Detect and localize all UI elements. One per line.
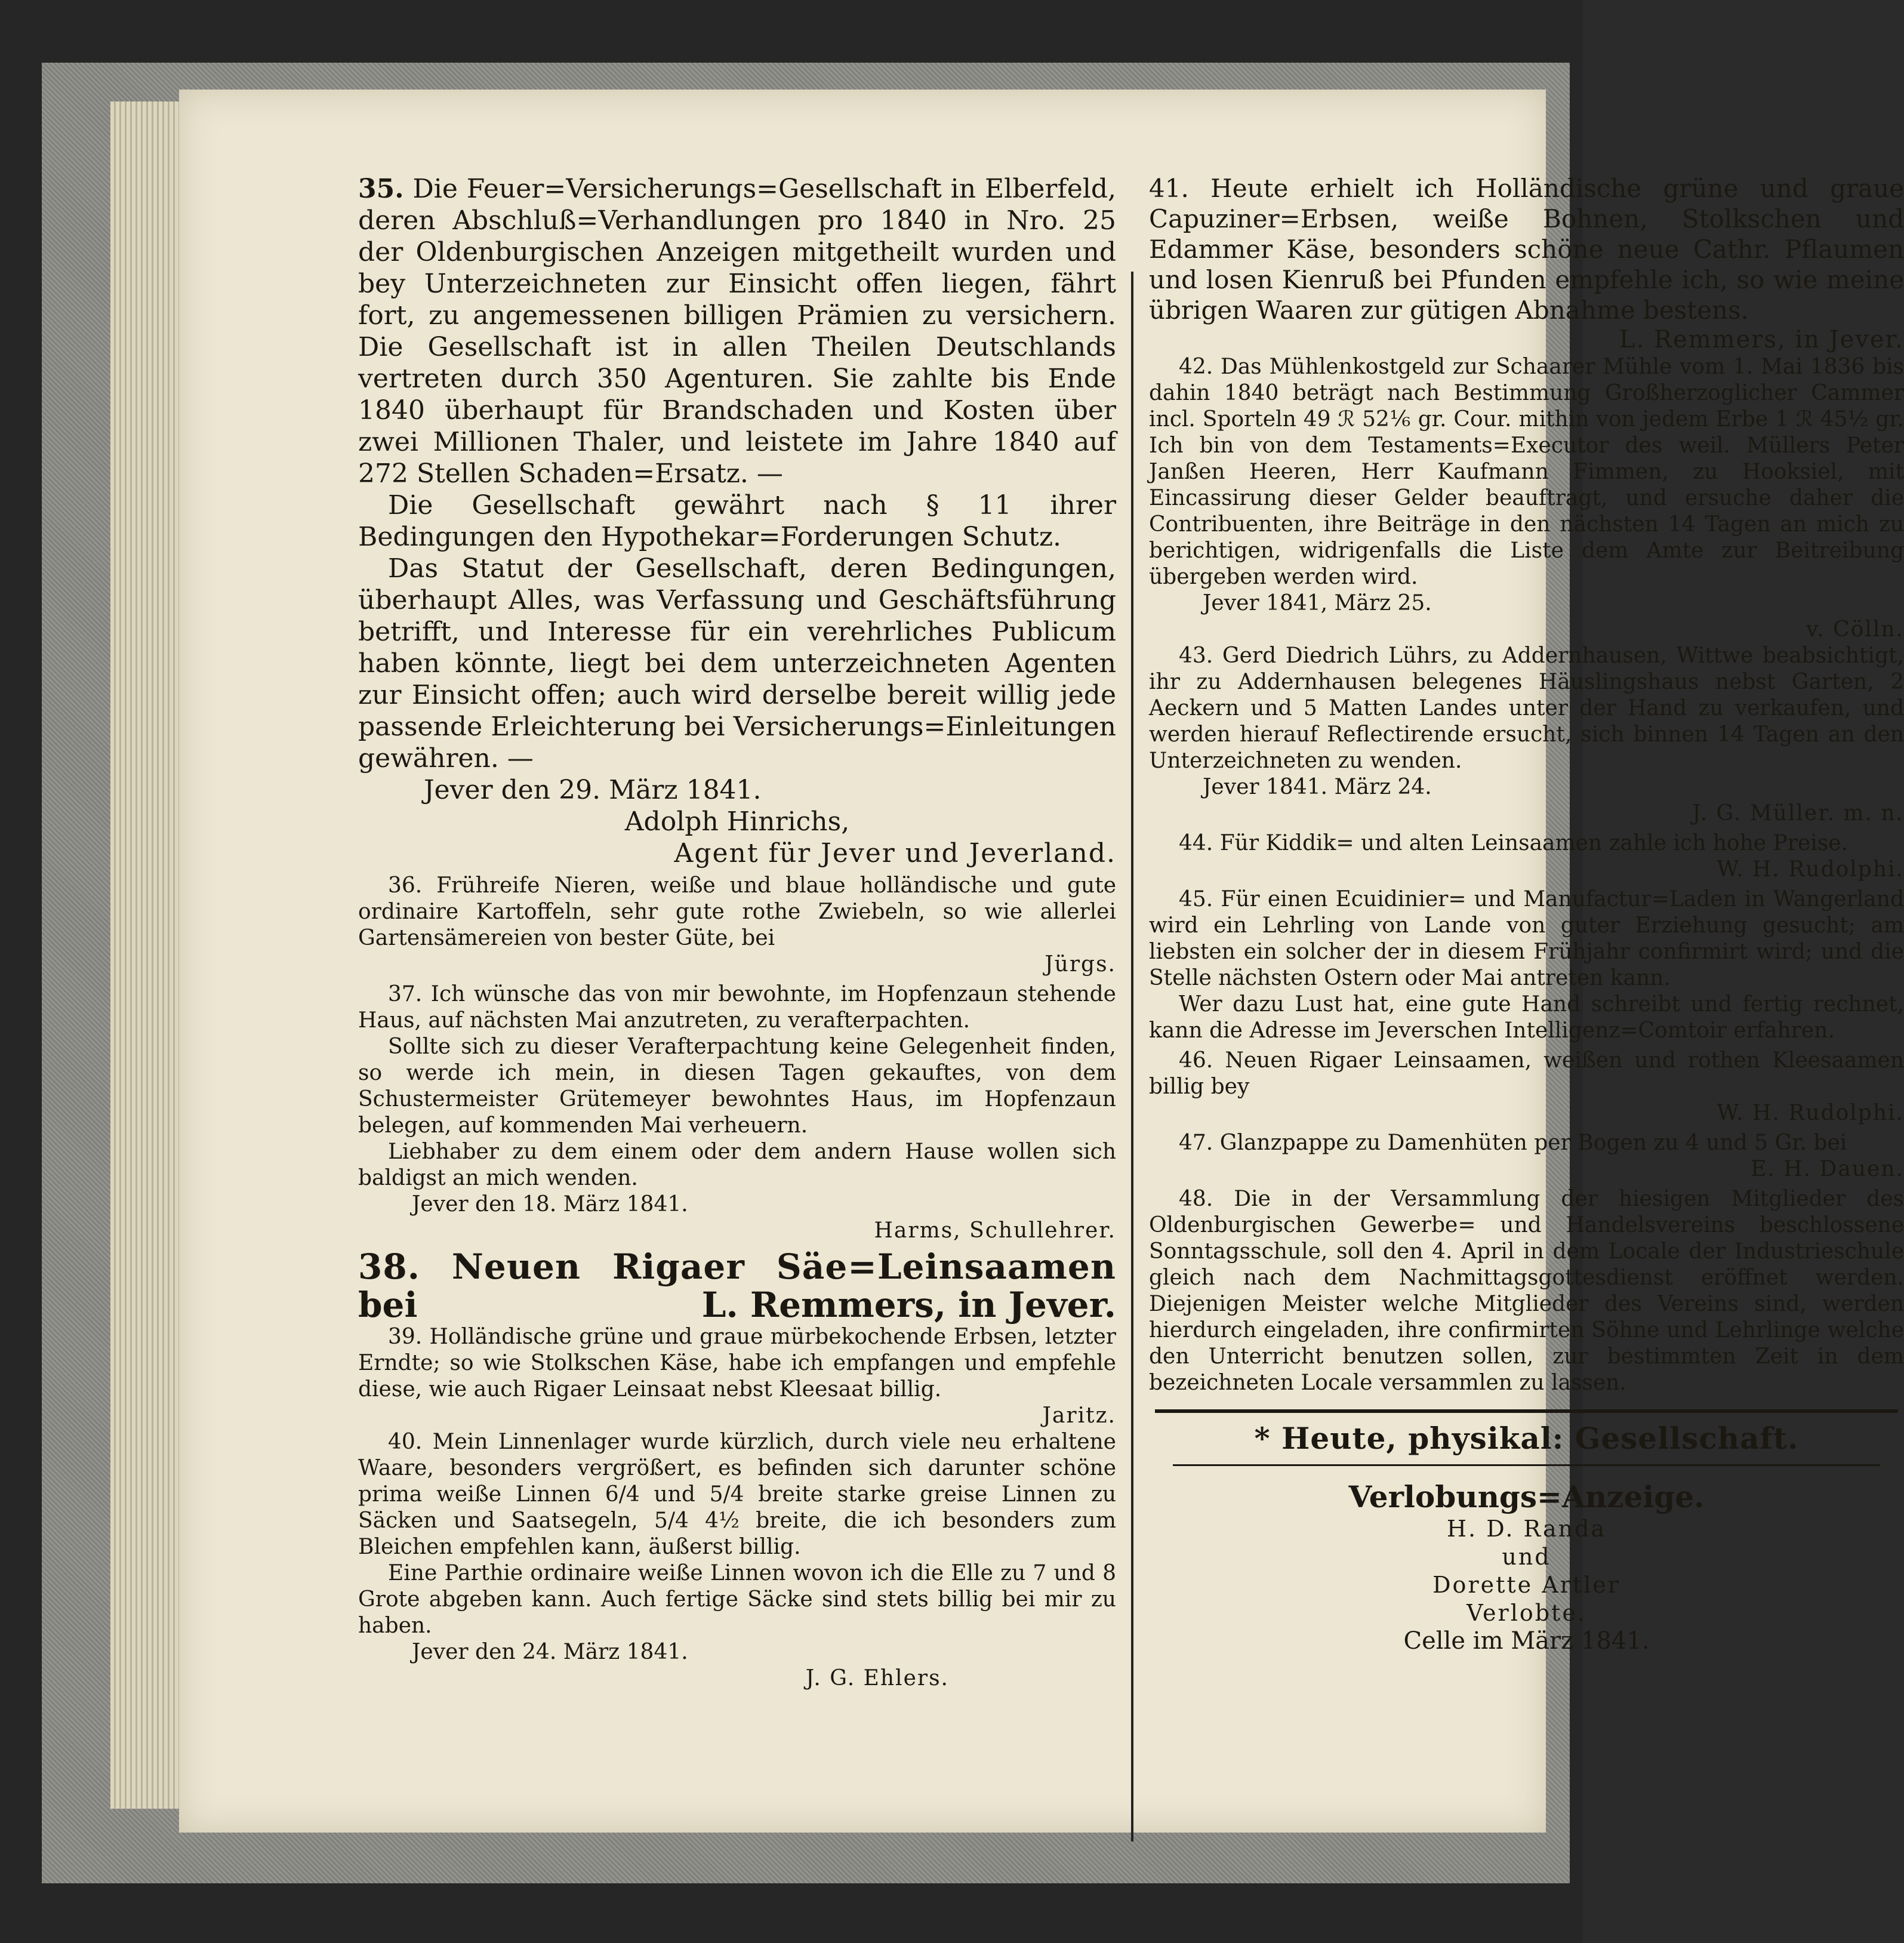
notice-48-text: 48. Die in der Versammlung der hiesigen Mitglieder des Oldenburgischen Gewerbe= und Handelsvereins beschlossene Sonntagsschule, soll den 4. April in dem Locale der Industrieschule gleich nach dem Nachmittagsgottesdienst eröffnet werden. Diejenigen Meister welche Mitglieder des Vereins sind, werden hierdurch eingeladen, ihre confirmirten Söhne und Lehrlinge welche den Unterricht benutzen sollen, zur bestimmten Zeit in dem bezeichneten Locale versammlen zu lassen.	[1149, 1187, 1904, 1395]
notice-35-date: Jever den 29. März 1841.	[424, 775, 762, 805]
notice-43-date: Jever 1841. März 24.	[1203, 775, 1432, 799]
divider-thin	[1173, 1464, 1880, 1466]
notice-41	[1149, 173, 1904, 354]
notice-40-text: 40. Mein Linnenlager wurde kürzlich, durch viele neu erhaltene Waare, besonders vergrößert, es befinden sich darunter schöne prima weiße Linnen 6/4 und 5/4 breite starke greise Linnen zu Säcken und Saatsegeln, 5/4 4½ breite, die ich besonders zum Bleichen empfehlen kann, äußerst billig.	[358, 1430, 1116, 1559]
notice-42-signature: v. Cölln.	[1806, 617, 1904, 642]
notice-39-text: 39. Holländische grüne und graue mürbekochende Erbsen, letzter Erndte; so wie Stolkschen Käse, habe ich empfangen und empfehle diese, wie auch Rigaer Leinsaat nebst Kleesaat billig.	[358, 1325, 1116, 1402]
notice-40-date: Jever den 24. März 1841.	[412, 1640, 688, 1664]
notice-47-signature: E. H. Dauen.	[1751, 1157, 1904, 1181]
notice-47	[1149, 1130, 1904, 1183]
notice-44-signature: W. H. Rudolphi.	[1717, 857, 1904, 882]
notice-44-text: 44. Für Kiddik= und alten Leinsaamen zahle ich hohe Preise.	[1179, 831, 1848, 855]
notice-42-date: Jever 1841, März 25.	[1203, 591, 1432, 615]
notice-35-signature: Adolph Hinrichs,	[624, 806, 850, 837]
notice-41-text: 41. Heute erhielt ich Holländische grüne und graue Capuziner=Erbsen, weiße Bohnen, Stolkschen und Edammer Käse, besonders schöne neue Cathr. Pflaumen und losen Kienruß bei Pfunden empfehle ich, so wie meine übrigen Waaren zur gütigen Abnahme bestens.	[1149, 174, 1904, 325]
notice-46-signature: W. H. Rudolphi.	[1717, 1101, 1904, 1125]
engagement-title: Verlobungs=Anzeige.	[1348, 1479, 1705, 1514]
notice-39-signature: Jaritz.	[1042, 1403, 1116, 1428]
notice-37	[358, 981, 1116, 1244]
left-column	[358, 173, 1116, 1692]
engagement-and: und	[1502, 1544, 1551, 1570]
notice-35-body: Die Feuer=Versicherungs=Gesellschaft in Elberfeld, deren Abschluß=Verhandlungen pro 1840 in Nro. 25 der Oldenburgischen Anzeigen mitgetheilt wurden und bey Unterzeichneten zur Einsicht offen liegen, fährt fort, zu angemessenen billigen Prämien zu versichern. Die Gesellschaft ist in allen Theilen Deutschlands vertreten durch 350 Agenturen. Sie zahlte bis Ende 1840 überhaupt für Brandschaden und Kosten über zwei Millionen Thaler, und leistete im Jahre 1840 auf 272 Stellen Schaden=Ersatz. —	[358, 174, 1116, 489]
notice-37-signature: Harms, Schullehrer.	[874, 1218, 1116, 1243]
notice-42-text: 42. Das Mühlenkostgeld zur Schaarer Mühle vom 1. Mai 1836 bis dahin 1840 beträgt nach Bestimmung Großherzoglicher Cammer incl. Sporteln 49 ℛ 52⅙ gr. Cour. mithin von jedem Erbe 1 ℛ 45½ gr. Ich bin von dem Testaments=Executor des weil. Müllers Peter Janßen Heeren, Herr Kaufmann Fimmen, zu Hooksiel, mit Eincassirung dieser Gelder beauftragt, und ersuche daher die Contribuenten, ihre Beiträge in den nächsten 14 Tagen an mich zu berichtigen, widrigenfalls die Liste dem Amte zur Beitreibung übergeben werden wird.	[1149, 355, 1904, 589]
notice-43	[1149, 643, 1904, 827]
notice-42	[1149, 354, 1904, 643]
notice-41-signature: L. Remmers, in Jever.	[1619, 326, 1904, 353]
notice-38	[358, 1248, 1116, 1324]
notice-37-date: Jever den 18. März 1841.	[412, 1192, 688, 1217]
notice-45	[1149, 886, 1904, 1044]
notice-38-bei: bei	[358, 1285, 418, 1325]
notice-37-text3: Liebhaber zu dem einem oder dem andern Hause wollen sich baldigst an mich wenden.	[358, 1140, 1116, 1190]
notice-35-text3: Das Statut der Gesellschaft, deren Bedingungen, überhaupt Alles, was Verfassung und Geschäftsführung betrifft, und Interesse für ein verehrliches Publicum haben könnte, liegt bei dem unterzeichneten Agenten zur Einsicht offen; auch wird derselbe bereit willig jede passende Erleichterung bei Versicherungs=Einleitungen gewähren. —	[358, 553, 1116, 774]
notice-36-text: 36. Frühreife Nieren, weiße und blaue holländische und gute ordinaire Kartoffeln, sehr gute rothe Zwiebeln, so wie allerlei Gartensämereien von bester Güte, bei	[358, 873, 1116, 950]
notice-39	[358, 1324, 1116, 1429]
right-column	[1149, 173, 1904, 1655]
engagement-name-2: Dorette Artler	[1432, 1572, 1620, 1598]
notice-43-signature: J. G. Müller. m. n.	[1692, 801, 1904, 826]
notice-35	[358, 173, 1116, 869]
column-rule	[1131, 272, 1133, 1842]
notice-40	[358, 1429, 1116, 1692]
notice-40-text2: Eine Parthie ordinaire weiße Linnen wovon ich die Elle zu 7 und 8 Grote abgeben kann. Auch fertige Säcke sind stets billig bei mir zu haben.	[358, 1561, 1116, 1638]
notice-38-line2	[358, 1286, 1116, 1324]
notice-46	[1149, 1048, 1904, 1126]
notice-35-text2: Die Gesellschaft gewährt nach § 11 ihrer Bedingungen den Hypothekar=Forderungen Schutz.	[358, 490, 1116, 552]
notice-35-number: 35.	[358, 174, 404, 204]
notice-48	[1149, 1186, 1904, 1396]
notice-37-text2: Sollte sich zu dieser Verafterpachtung keine Gelegenheit finden, so werde ich mein, in diesen Tagen gekauftes, von dem Schustermeister Grütemeyer bewohntes Haus, im Hopfenzaun belegen, auf kommenden Mai verheuern.	[358, 1034, 1116, 1138]
page-edges	[110, 101, 188, 1809]
notice-36	[358, 873, 1116, 978]
divider-thick	[1155, 1409, 1898, 1413]
notice-40-signature: J. G. Ehlers.	[805, 1666, 949, 1690]
notice-38-signature: L. Remmers, in Jever.	[701, 1285, 1116, 1325]
engagement-name-1: H. D. Randa	[1446, 1516, 1607, 1542]
notice-45-text2: Wer dazu Lust hat, eine gute Hand schreibt und fertig rechnet, kann die Adresse im Jeverschen Intelligenz=Comtoir erfahren.	[1149, 992, 1904, 1043]
engagement-status: Verlobte.	[1466, 1600, 1586, 1626]
notice-38-headline: 38. Neuen Rigaer Säe=Leinsaamen	[358, 1246, 1116, 1287]
notice-47-text: 47. Glanzpappe zu Damenhüten per Bogen zu 4 und 5 Gr. bei	[1179, 1131, 1847, 1155]
notice-43-text: 43. Gerd Diedrich Lührs, zu Addernhausen, Wittwe beabsichtigt, ihr zu Addernhausen belegenes Häuslingshaus nebst Garten, 2 Aeckern und 5 Matten Landes unter der Hand zu verkaufen, und werden hierauf Reflectirende ersucht, sich binnen 14 Tagen an den Unterzeichneten zu wenden.	[1149, 643, 1904, 773]
notice-45-text: 45. Für einen Ecuidinier= und Manufactur=Laden in Wangerland wird ein Lehrling von Lande von guter Erziehung gesucht; am liebsten ein solcher der in diesem Frühjahr confirmirt wird; und die Stelle nächsten Ostern oder Mai antreten kann.	[1149, 887, 1904, 990]
notice-36-signature: Jürgs.	[1045, 952, 1116, 977]
notice-35-text	[358, 173, 1116, 489]
notice-46-text: 46. Neuen Rigaer Leinsaamen, weißen und rothen Kleesaamen billig bey	[1149, 1048, 1904, 1099]
notice-37-text: 37. Ich wünsche das von mir bewohnte, im Hopfenzaun stehende Haus, auf nächsten Mai anzutreten, zu verafterpachten.	[358, 982, 1116, 1033]
heute-announcement: * Heute, physikal: Gesellschaft.	[1254, 1421, 1799, 1456]
notice-44	[1149, 830, 1904, 883]
newspaper-page	[179, 90, 1904, 1833]
engagement-notice	[1149, 1479, 1904, 1655]
engagement-date: Celle im März 1841.	[1403, 1627, 1650, 1655]
notice-35-signature-title: Agent für Jever und Jeverland.	[674, 838, 1116, 869]
